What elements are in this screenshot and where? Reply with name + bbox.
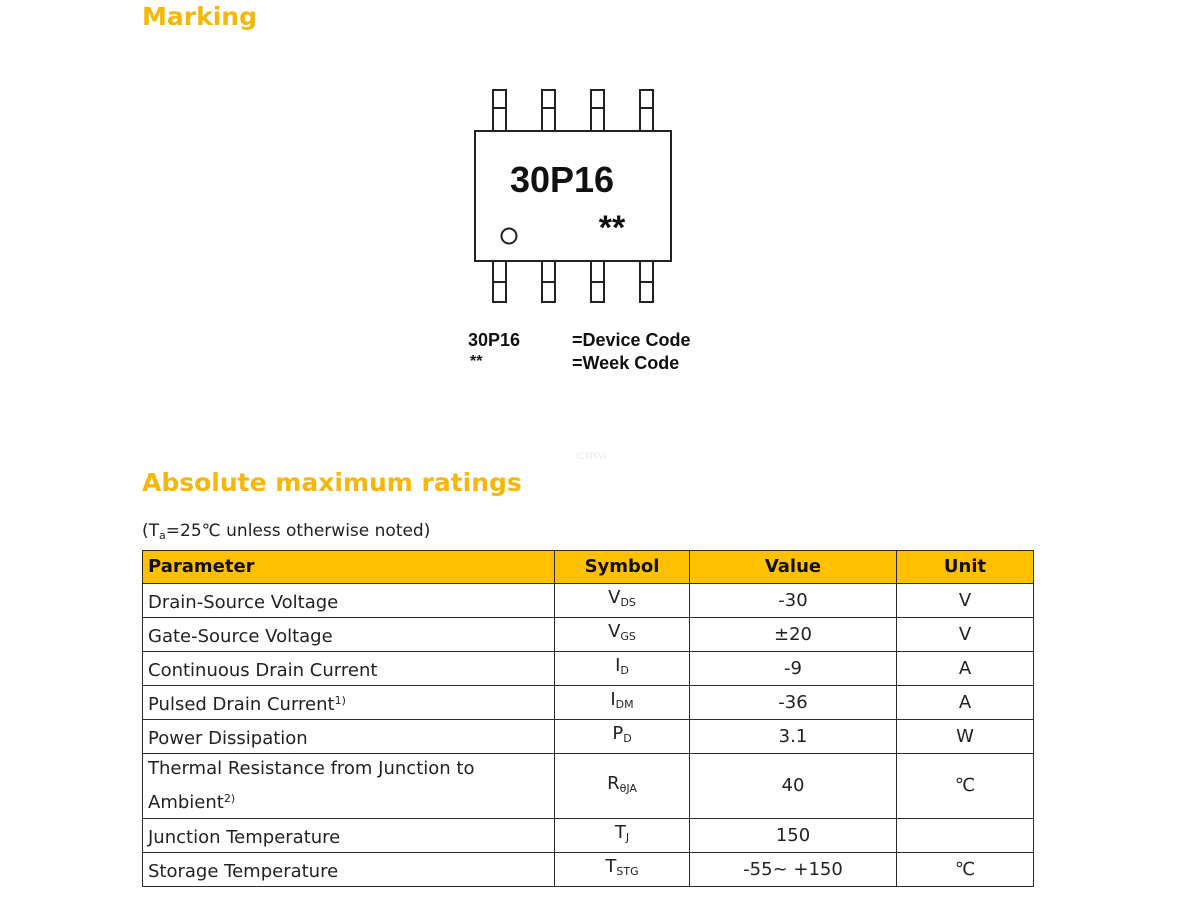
conditions-prefix: (T xyxy=(142,521,160,541)
row-value: 3.1 xyxy=(690,720,897,754)
table-row xyxy=(143,754,1034,819)
pin-bottom-2 xyxy=(542,260,555,302)
row-parameter: Continuous Drain Current xyxy=(143,652,555,686)
table-row xyxy=(143,819,1034,853)
row-symbol: $P_D$ xyxy=(555,720,690,754)
table-row xyxy=(143,584,1034,618)
watermark: ICMKW xyxy=(576,452,608,462)
header-unit: Unit xyxy=(897,551,1034,584)
amr-title: Absolute maximum ratings xyxy=(142,468,522,497)
row-parameter: Power Dissipation xyxy=(143,720,555,754)
row-value: -36 xyxy=(690,686,897,720)
legend-week-code-desc: =Week Code xyxy=(572,353,680,373)
package-marking-week: ** xyxy=(598,209,626,247)
table-row xyxy=(143,652,1034,686)
marking-title: Marking xyxy=(142,2,257,31)
package-marking-code: 30P16 xyxy=(509,159,615,200)
pin-bottom-3 xyxy=(591,260,604,302)
legend-device-code-key: 30P16 xyxy=(468,330,521,350)
legend-week-code-key: ** xyxy=(470,353,483,370)
row-value: -55~ +150 xyxy=(690,853,897,887)
row-unit: A xyxy=(897,652,1034,686)
header-value: Value xyxy=(690,551,897,584)
row-unit: A xyxy=(897,686,1034,720)
pin-bottom-1 xyxy=(493,260,506,302)
row-unit xyxy=(897,819,1034,853)
row-symbol: $V_{GS}$ xyxy=(555,618,690,652)
pin-top-1 xyxy=(493,90,506,132)
pin-bottom-4 xyxy=(640,260,653,302)
table-row xyxy=(143,686,1034,720)
table-row xyxy=(143,618,1034,652)
legend-device-code-desc: =Device Code xyxy=(572,330,691,350)
row-symbol: $R_{\theta JA}$ xyxy=(555,754,690,819)
top-pins xyxy=(493,90,653,132)
table-row xyxy=(143,720,1034,754)
row-unit: V xyxy=(897,618,1034,652)
row-symbol: $I_{DM}$ xyxy=(555,686,690,720)
table-row xyxy=(143,853,1034,887)
row-parameter: Thermal Resistance from Junction to Ambient$^{2)}$ xyxy=(143,754,555,819)
row-symbol: $T_J$ xyxy=(555,819,690,853)
header-parameter: Parameter xyxy=(143,551,555,584)
row-parameter: Pulsed Drain Current$^{1)}$ xyxy=(143,686,555,720)
row-value: 150 xyxy=(690,819,897,853)
row-unit: V xyxy=(897,584,1034,618)
row-symbol: $T_{STG}$ xyxy=(555,853,690,887)
row-parameter: Storage Temperature xyxy=(143,853,555,887)
row-unit: ℃ xyxy=(897,754,1034,819)
row-unit: ℃ xyxy=(897,853,1034,887)
row-symbol: $I_D$ xyxy=(555,652,690,686)
ratings-table xyxy=(142,550,1034,887)
row-value: -30 xyxy=(690,584,897,618)
row-parameter: Junction Temperature xyxy=(143,819,555,853)
test-conditions-note xyxy=(142,521,430,542)
row-value: ±20 xyxy=(690,618,897,652)
row-value: 40 xyxy=(690,754,897,819)
pin-top-3 xyxy=(591,90,604,132)
row-value: -9 xyxy=(690,652,897,686)
conditions-sub: a xyxy=(159,529,166,542)
sop8-package-diagram xyxy=(460,84,690,314)
pin-top-4 xyxy=(640,90,653,132)
pin-top-2 xyxy=(542,90,555,132)
bottom-pins xyxy=(493,260,653,302)
row-unit: W xyxy=(897,720,1034,754)
header-symbol: Symbol xyxy=(555,551,690,584)
row-symbol: $V_{DS}$ xyxy=(555,584,690,618)
conditions-suffix: =25℃ unless otherwise noted) xyxy=(165,521,431,541)
row-parameter: Drain-Source Voltage xyxy=(143,584,555,618)
row-parameter: Gate-Source Voltage xyxy=(143,618,555,652)
table-header-row xyxy=(143,551,1034,584)
